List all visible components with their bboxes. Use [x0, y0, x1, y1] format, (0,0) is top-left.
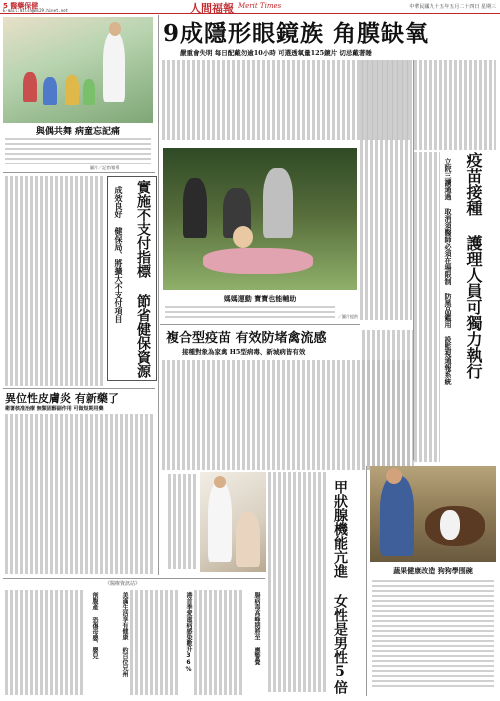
left-article-body [5, 176, 105, 386]
right-article-body-2 [414, 152, 440, 462]
skin-article-headline [5, 390, 119, 406]
puppet-show-photo [3, 17, 153, 123]
right-article-body-3 [362, 330, 414, 470]
main-subhead: 嚴重會失明 每日配戴勿逾10小時 可選透氧量125鏡片 切忌戴著睡 [180, 49, 372, 57]
brief-body-3 [194, 590, 244, 695]
column-rule [366, 466, 367, 696]
main-headline: 9成隱形眼鏡族 角膜缺氧 [163, 20, 430, 47]
newspaper-logo: 人間福報 [190, 2, 234, 15]
puppet-photo-credit: 圖片／記者/報導 [90, 165, 120, 170]
right-article-body-1 [414, 60, 496, 150]
puppet-photo-caption: 與偶共舞 病童忘記痛 [35, 127, 121, 137]
park-photo-caption: 媽媽運動 寶寶也能輔助 [223, 294, 297, 303]
skin-article-subhead: 衛署核准治療 無類固醇副作用 可做短期用藥 [5, 406, 104, 412]
dog-photo [370, 466, 496, 562]
column-rule [158, 15, 159, 575]
divider [160, 324, 360, 325]
mother-exercise-photo [163, 148, 357, 290]
doctor-patient-photo [200, 472, 266, 572]
health-insurance-subhead: 成效良好 健保局、將擴大不支付項目 [114, 186, 123, 323]
right-column-headline: 疫苗接種 護理人員可獨力執行 [464, 152, 483, 379]
right-column-subhead: 立院三讀通過 取消須醫師必須在場限制 防黑品鑑用 設監視通報系統 [444, 158, 452, 385]
skin-headline-text: 異位性皮膚炎 有新藥了 [5, 392, 119, 405]
dog-photo-caption: 蔬果健康改造 狗狗學围碗 [393, 566, 473, 575]
vaccine-headline: 複合型疫苗 有效防堵禽流感 [166, 331, 327, 346]
middle-article-body [360, 60, 412, 320]
brief-title-2: 美滿生活享有健康 約百位兄州 [121, 592, 128, 677]
health-insurance-headline: 實施不支付指標 節省健保資源 [135, 180, 151, 378]
column-rule [413, 60, 414, 460]
brief-body-1 [5, 590, 85, 695]
thyroid-headline: 甲狀腺機能亢進 女性是男性5倍 [332, 480, 348, 694]
issue-date: 中華民國九十五年五月二十四日 星期三 [409, 4, 496, 10]
park-photo-body [165, 306, 335, 320]
brief-title-4: 腸病毒高峰期將至 應警覺 [253, 592, 260, 665]
divider [3, 388, 155, 389]
divider [3, 172, 155, 173]
brief-body-2 [130, 590, 180, 695]
divider [3, 578, 265, 579]
thyroid-article-body [268, 472, 328, 692]
puppet-photo-body [5, 138, 151, 164]
vaccine-subhead: 接種對象為家禽 H5型病毒、新城病皆有效 [182, 348, 306, 356]
clinic-photo-caption [168, 474, 196, 569]
dog-photo-body [372, 580, 494, 690]
briefs-label: 《醫療資訊站》 [105, 581, 141, 587]
section-email: E-mail:mtlsh@ms29.hinet.net [3, 8, 69, 13]
brief-title-3: 港首季愛滋病感染數升36% [185, 592, 192, 673]
section-label: 5 醫藥保健 [3, 2, 39, 10]
skin-article-body [5, 414, 155, 574]
brief-title-1: 剖腹產 恐傷母嬰、嬰兒 [91, 592, 98, 659]
park-photo-credit: ／圖片提供 [338, 314, 358, 319]
newspaper-logo-en: Merit Times [238, 2, 282, 10]
